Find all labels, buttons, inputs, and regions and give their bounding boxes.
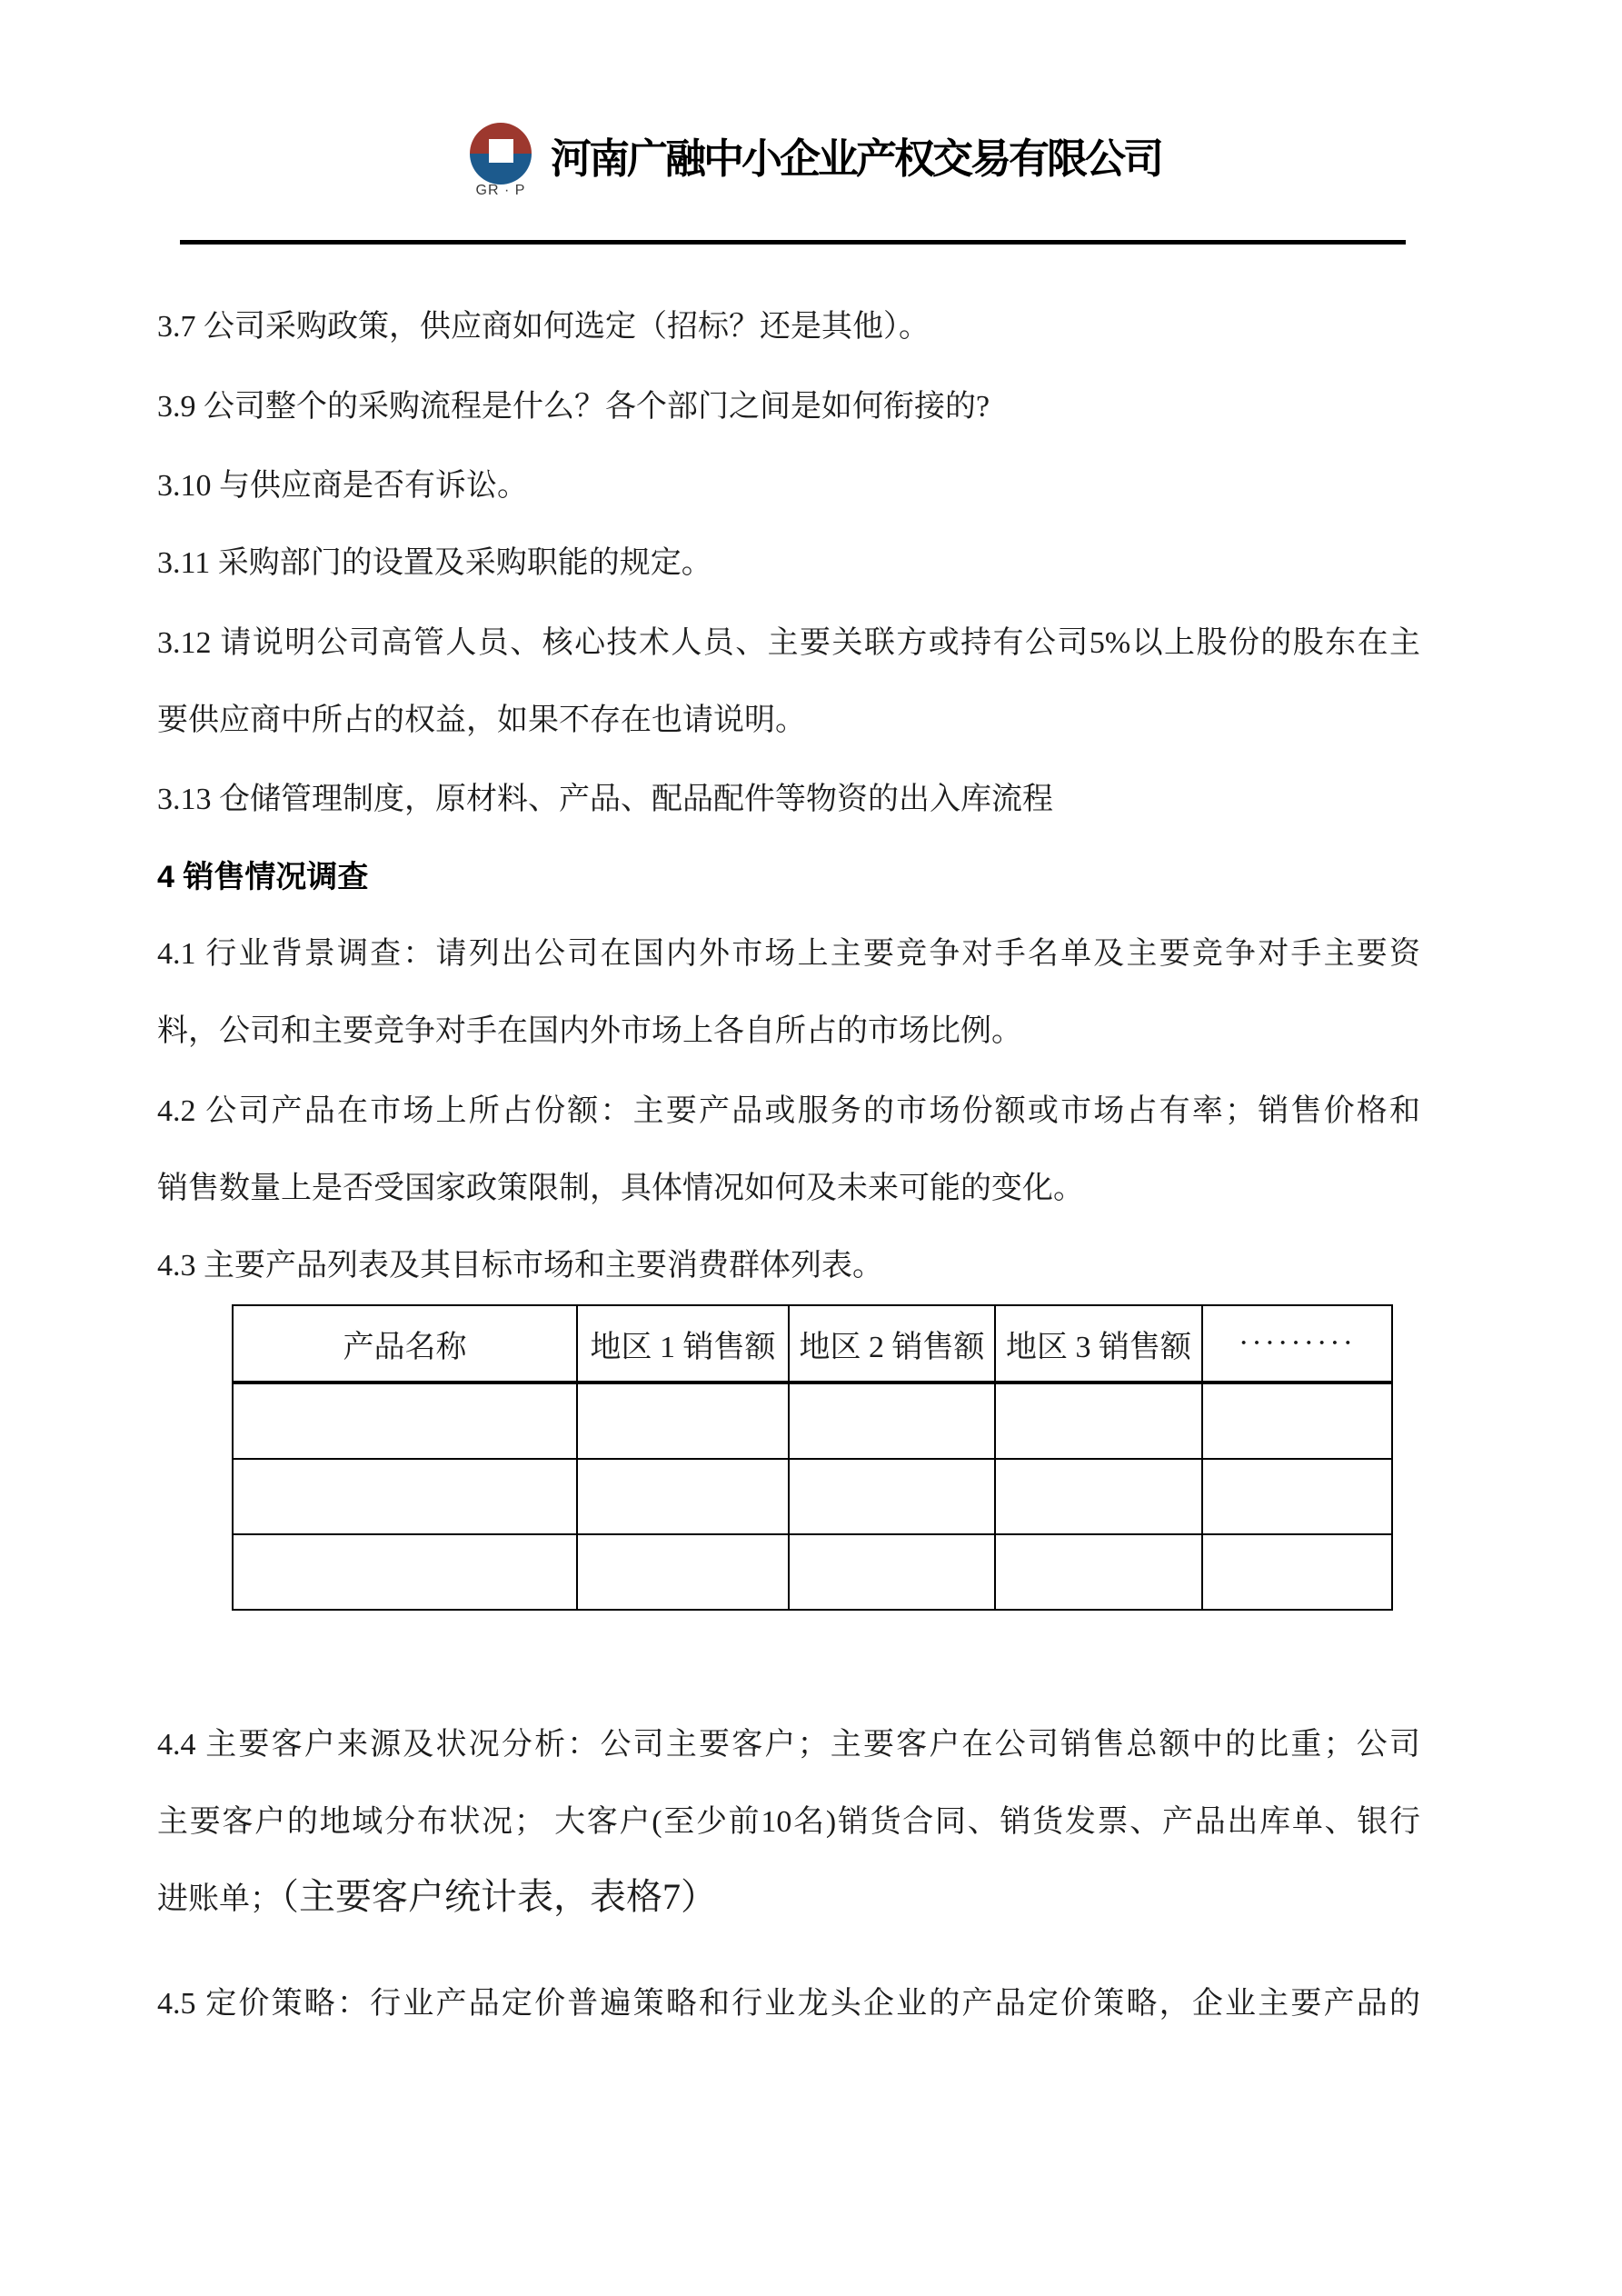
- header-divider: [180, 240, 1406, 245]
- body-line: 4.3 主要产品列表及其目标市场和主要消费群体列表。: [157, 1249, 883, 1283]
- logo-inner-square: [489, 139, 513, 163]
- col-header-region3-sales: 地区 3 销售额: [995, 1305, 1202, 1383]
- body-line: 4.2 公司产品在市场上所占份额：主要产品或服务的市场份额或市场占有率；销售价格和: [157, 1094, 1420, 1128]
- table-row: [233, 1383, 1392, 1459]
- table-cell: [233, 1383, 577, 1459]
- body-line: 3.7 公司采购政策，供应商如何选定（招标？还是其他）。: [157, 310, 930, 344]
- table-cell: [995, 1459, 1202, 1534]
- products-sales-table: [232, 1304, 1393, 1611]
- table-cell: [995, 1383, 1202, 1459]
- table-cell: [233, 1534, 577, 1610]
- table-cell: [789, 1459, 995, 1534]
- logo-monogram: GR · P: [475, 183, 526, 198]
- body-line: 3.13 仓储管理制度，原材料、产品、配品配件等物资的出入库流程: [157, 783, 1053, 816]
- table-cell: [789, 1534, 995, 1610]
- body-line: 主要客户的地域分布状况； 大客户(至少前10名)销货合同、销货发票、产品出库单、银行: [157, 1805, 1420, 1839]
- table-cell: [577, 1534, 789, 1610]
- table-cell: [1202, 1459, 1392, 1534]
- table-row: [233, 1534, 1392, 1610]
- table-cell: [233, 1459, 577, 1534]
- body-line: 3.9 公司整个的采购流程是什么？各个部门之间是如何衔接的?: [157, 390, 990, 424]
- body-line: 4.1 行业背景调查：请列出公司在国内外市场上主要竞争对手名单及主要竞争对手主要资: [157, 937, 1420, 971]
- body-line: 3.12 请说明公司高管人员、核心技术人员、主要关联方或持有公司5%以上股份的股东在主: [157, 626, 1420, 660]
- company-logo-icon: [470, 123, 532, 185]
- body-line: 4.5 定价策略：行业产品定价普遍策略和行业龙头企业的产品定价策略，企业主要产品的: [157, 1987, 1420, 2021]
- body-line-emphasis: （主要客户统计表，表格7）: [281, 1876, 717, 1917]
- col-header-product-name: 产品名称: [233, 1305, 577, 1383]
- table-row: [233, 1459, 1392, 1534]
- table-cell: [577, 1383, 789, 1459]
- body-line: 销售数量上是否受国家政策限制，具体情况如何及未来可能的变化。: [157, 1172, 1084, 1205]
- col-header-ellipsis: ·········: [1202, 1305, 1392, 1383]
- table-cell: [995, 1534, 1202, 1610]
- body-line-prefix: 进账单；: [157, 1882, 281, 1916]
- table-cell: [1202, 1534, 1392, 1610]
- body-line: 4.4 主要客户来源及状况分析：公司主要客户；主要客户在公司销售总额中的比重；公司: [157, 1728, 1420, 1762]
- col-header-region2-sales: 地区 2 销售额: [789, 1305, 995, 1383]
- body-line: [157, 1877, 1420, 1920]
- company-name: 河南广融中小企业产权交易有限公司: [551, 135, 1162, 182]
- body-line: 料，公司和主要竞争对手在国内外市场上各自所占的市场比例。: [157, 1014, 1022, 1048]
- table-cell: [789, 1383, 995, 1459]
- body-line: 要供应商中所占的权益，如果不存在也请说明。: [157, 704, 806, 737]
- table-cell: [1202, 1383, 1392, 1459]
- table-cell: [577, 1459, 789, 1534]
- body-line: 3.10 与供应商是否有诉讼。: [157, 469, 528, 503]
- table-header-row: [233, 1305, 1392, 1383]
- col-header-region1-sales: 地区 1 销售额: [577, 1305, 789, 1383]
- section-heading: 4 销售情况调查: [157, 860, 369, 894]
- body-line: 3.11 采购部门的设置及采购职能的规定。: [157, 546, 712, 580]
